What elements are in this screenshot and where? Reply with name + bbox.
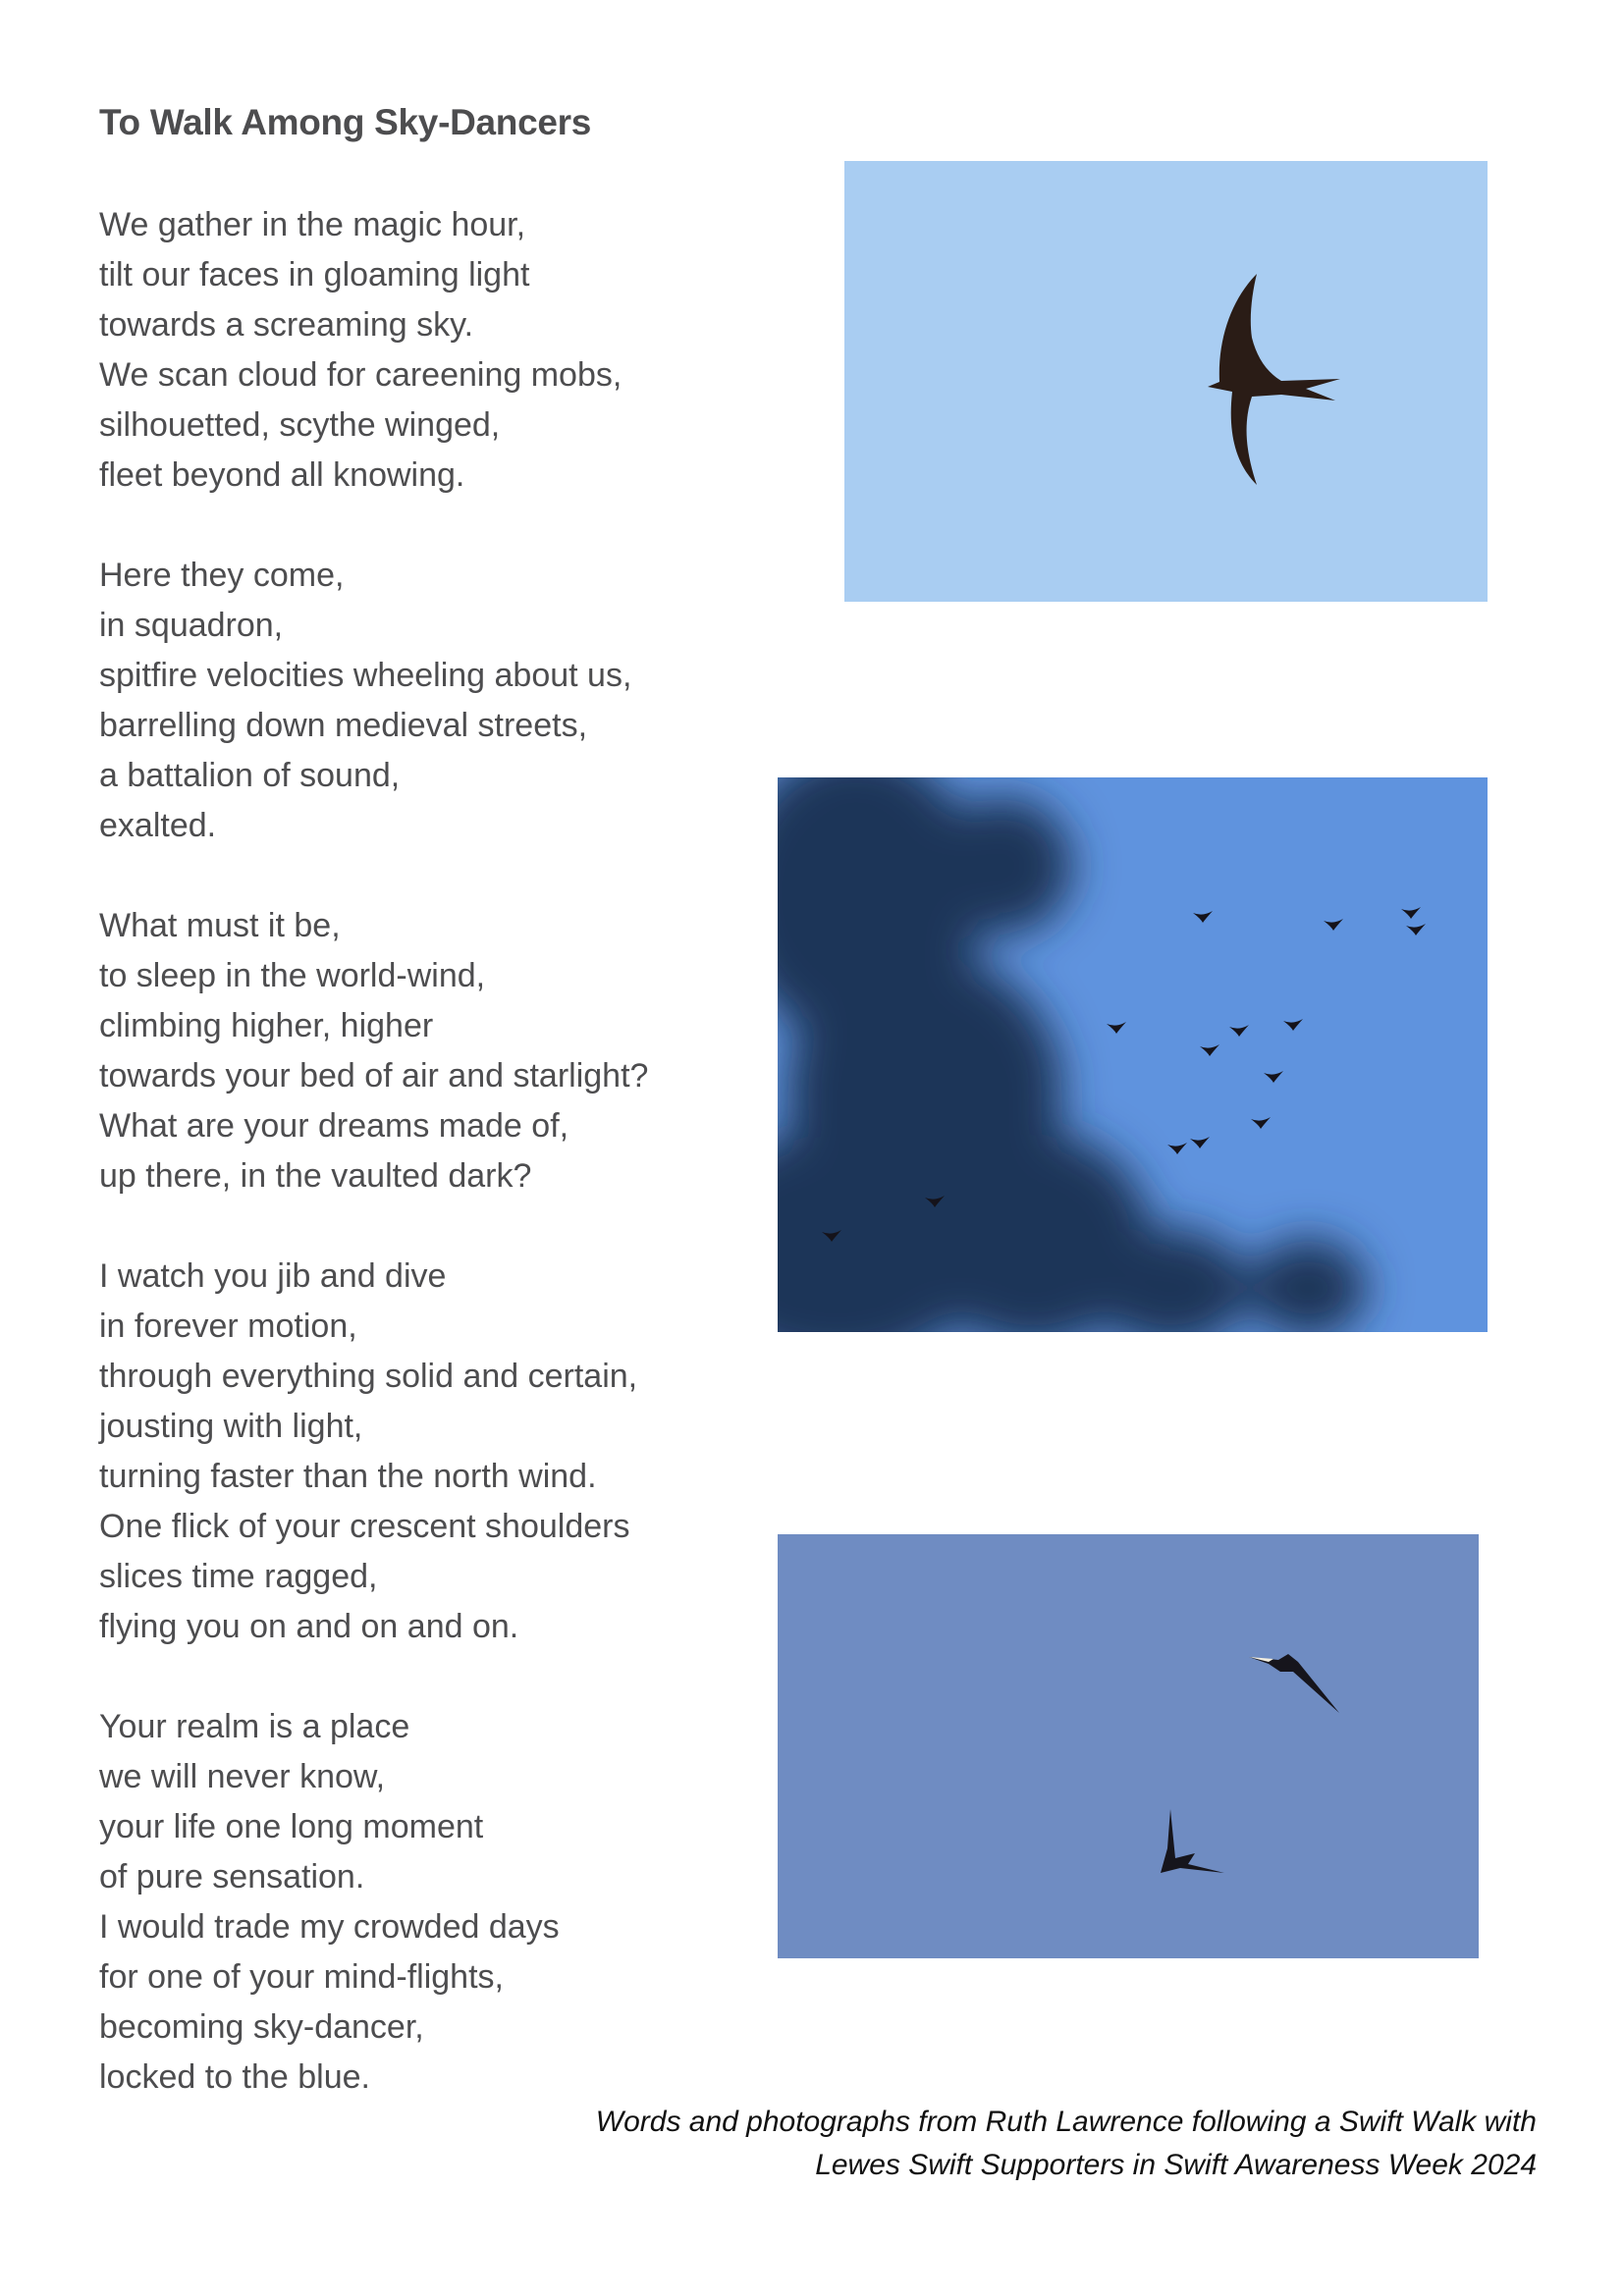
poem-line: slices time ragged, [99,1558,378,1595]
poem-line: Here they come, [99,557,345,594]
photo-single-swift [844,161,1488,602]
poem-line: What are your dreams made of, [99,1107,569,1145]
poem-line: towards a screaming sky. [99,306,474,344]
poem-line: to sleep in the world-wind, [99,957,486,994]
photo-credit-caption [596,2101,1537,2187]
poem-line: in forever motion, [99,1308,357,1345]
poem-line: I would trade my crowded days [99,1908,560,1946]
poem-line: What must it be, [99,907,341,944]
poem-line: One flick of your crescent shoulders [99,1508,630,1545]
poem-line: We scan cloud for careening mobs, [99,356,623,394]
poem-line: up there, in the vaulted dark? [99,1157,532,1195]
stanza-break [99,501,648,551]
poem-line: We gather in the magic hour, [99,206,526,243]
poem-line: tilt our faces in gloaming light [99,256,530,294]
photo-two-swifts [778,1534,1479,1958]
poem-line: I watch you jib and dive [99,1257,447,1295]
poem-line: becoming sky-dancer, [99,2008,424,2046]
caption-line-2: Lewes Swift Supporters in Swift Awareness Week 2024 [815,2149,1537,2181]
poem-body [99,200,648,2103]
poem-line: silhouetted, scythe winged, [99,406,501,444]
poem-line: jousting with light, [99,1408,363,1445]
stanza-break [99,1652,648,1702]
poem-line: for one of your mind-flights, [99,1958,504,1996]
photo-swift-flock [778,777,1488,1332]
poem-line: flying you on and on and on. [99,1608,519,1645]
poem-title: To Walk Among Sky-Dancers [99,102,592,142]
poem-line: a battalion of sound, [99,757,401,794]
caption-line-1: Words and photographs from Ruth Lawrence following a Swift Walk with [595,2106,1537,2138]
poem-line: turning faster than the north wind. [99,1458,597,1495]
poem-line: your life one long moment [99,1808,484,1845]
poem-line: climbing higher, higher [99,1007,434,1044]
poem-line: Your realm is a place [99,1708,410,1745]
poem-line: spitfire velocities wheeling about us, [99,657,632,694]
poem-line: of pure sensation. [99,1858,365,1896]
stanza-break [99,1201,648,1252]
stanza-break [99,851,648,901]
poem-line: towards your bed of air and starlight? [99,1057,649,1095]
poem-line: fleet beyond all knowing. [99,456,465,494]
poem-line: barrelling down medieval streets, [99,707,588,744]
poem-line: locked to the blue. [99,2058,370,2096]
poem-line: we will never know, [99,1758,386,1795]
poem-line: through everything solid and certain, [99,1358,638,1395]
poem-line: exalted. [99,807,217,844]
poem-line: in squadron, [99,607,284,644]
